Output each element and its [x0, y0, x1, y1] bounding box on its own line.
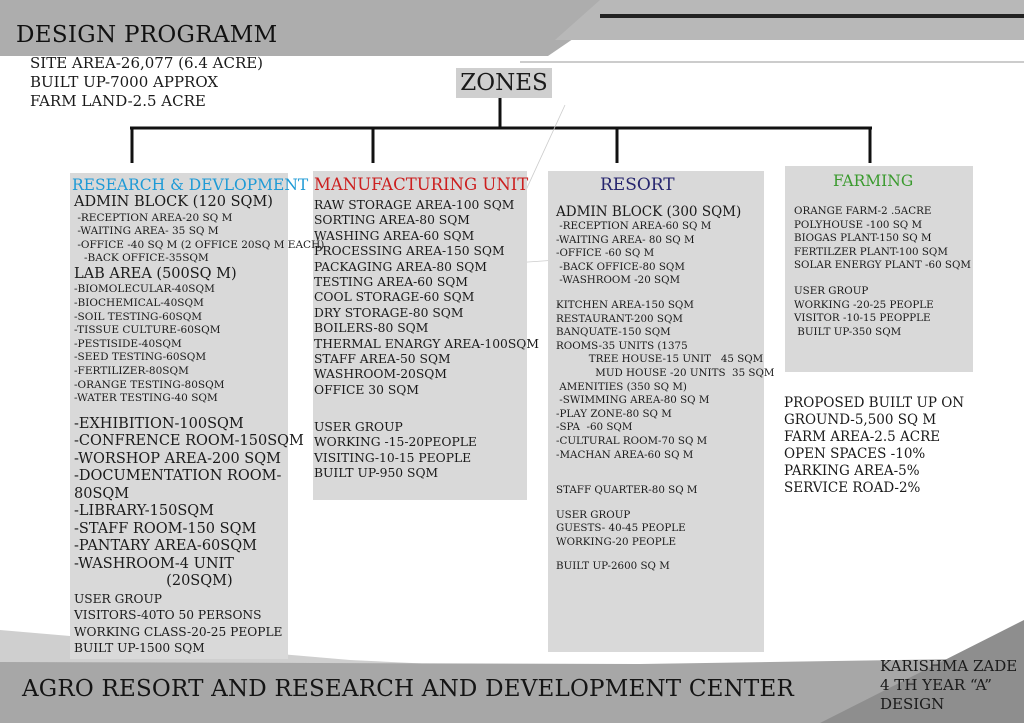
research-item: -DOCUMENTATION ROOM- [74, 468, 282, 485]
manufacturing-item: BUILT UP-950 SQM [314, 466, 439, 481]
zones-title: ZONES [460, 70, 548, 96]
resort-item: ADMIN BLOCK (300 SQM) [556, 204, 742, 220]
spacer [314, 409, 539, 420]
manufacturing-item: RAW STORAGE AREA-100 SQM [314, 198, 515, 212]
research-item: WORKING CLASS-20-25 PEOPLE [74, 624, 283, 639]
research-item: -WATER TESTING-40 SQM [74, 392, 218, 405]
summary-line: PARKING AREA-5% [784, 463, 920, 479]
farming-item: BIOGAS PLANT-150 SQ M [794, 232, 932, 245]
manufacturing-item: OFFICE 30 SQM [314, 382, 419, 397]
spacer [556, 549, 774, 560]
built-up: BUILT UP-7000 APPROX [30, 73, 219, 91]
spacer [556, 288, 774, 299]
research-item: -TISSUE CULTURE-60SQM [74, 324, 221, 337]
resort-item: GUESTS- 40-45 PEOPLE [556, 522, 686, 535]
summary-line: GROUND-5,500 SQ M [784, 412, 937, 428]
manufacturing-item: COOL STORAGE-60 SQM [314, 290, 475, 305]
research-item: -PANTARY AREA-60SQM [74, 538, 257, 555]
farming-item: WORKING -20-25 PEOPLE [794, 298, 934, 311]
research-item: -STAFF ROOM-150 SQM [74, 520, 257, 537]
manufacturing-item: WASHING AREA-60 SQM [314, 228, 475, 243]
research-item: -BACK OFFICE-35SQM [74, 252, 209, 265]
research-item: ADMIN BLOCK (120 SQM) [74, 194, 273, 210]
manufacturing-item: USER GROUP [314, 420, 403, 435]
summary-line: FARM AREA-2.5 ACRE [784, 429, 941, 445]
research-item: VISITORS-40TO 50 PERSONS [74, 608, 262, 623]
spacer [794, 273, 971, 285]
site-summary [784, 395, 964, 497]
research-item: -SOIL TESTING-60SQM [74, 310, 203, 323]
farming-item: ORANGE FARM-2 .5ACRE [794, 205, 932, 217]
author-subject: DESIGN [880, 695, 945, 713]
manufacturing-item: VISITING-10-15 PEOPLE [314, 450, 472, 465]
research-item: -OFFICE -40 SQ M (2 OFFICE 20SQ M EACH) [74, 238, 325, 251]
resort-item: USER GROUP [556, 508, 631, 521]
top-right-band [555, 0, 1024, 40]
research-item: -WORSHOP AREA-200 SQM [74, 450, 281, 467]
resort-item: ROOMS-35 UNITS (1375 [556, 339, 688, 352]
spacer [556, 462, 774, 473]
resort-item: WORKING-20 PEOPLE [556, 535, 676, 548]
manufacturing-item: WORKING -15-20PEOPLE [314, 435, 477, 450]
research-item: -RECEPTION AREA-20 SQ M [74, 211, 233, 224]
research-item: -FERTILIZER-80SQM [74, 364, 189, 377]
research-heading: RESEARCH & DEVLOPMENT [72, 176, 309, 194]
farming-item: VISITOR -10-15 PEOPPLE [794, 312, 931, 325]
resort-item: AMENITIES (350 SQ M) [556, 380, 687, 393]
resort-heading: RESORT [600, 175, 675, 195]
research-item: LAB AREA (500SQ M) [74, 265, 237, 282]
resort-item: RESTAURANT-200 SQM [556, 312, 683, 325]
research-item: -SEED TESTING-60SQM [74, 351, 207, 364]
project-title: AGRO RESORT AND RESEARCH AND DEVELOPMENT CENTER [22, 676, 794, 702]
research-item: -WAITING AREA- 35 SQ M [74, 225, 219, 238]
farming-item: POLYHOUSE -100 SQ M [794, 218, 923, 231]
research-item: -EXHIBITION-100SQM [74, 415, 244, 432]
farm-land: FARM LAND-2.5 ACRE [30, 92, 206, 110]
spacer [314, 398, 539, 409]
spacer [74, 406, 324, 416]
farming-item: SOLAR ENERGY PLANT -60 SQM [794, 259, 971, 272]
research-item: -PESTISIDE-40SQM [74, 337, 182, 350]
resort-item: BANQUATE-150 SQM [556, 326, 671, 339]
summary-line: SERVICE ROAD-2% [784, 480, 921, 496]
research-item: -BIOCHEMICAL-40SQM [74, 296, 204, 309]
resort-item: -SPA -60 SQM [556, 421, 633, 434]
research-item: -LIBRARY-150SQM [74, 503, 214, 520]
resort-item: KITCHEN AREA-150 SQM [556, 298, 694, 311]
research-item: -CONFRENCE ROOM-150SQM [74, 433, 304, 450]
research-list [74, 194, 324, 657]
manufacturing-item: TESTING AREA-60 SQM [314, 274, 468, 289]
manufacturing-item: THERMAL ENARGY AREA-100SQM [314, 336, 539, 351]
manufacturing-list [314, 198, 539, 482]
farming-item: BUILT UP-350 SQM [794, 325, 902, 338]
resort-item: -CULTURAL ROOM-70 SQ M [556, 434, 708, 447]
research-item: -WASHROOM-4 UNIT [74, 555, 234, 572]
manufacturing-item: PROCESSING AREA-150 SQM [314, 244, 505, 259]
resort-item: -RECEPTION AREA-60 SQ M [556, 220, 712, 232]
resort-item: -WAITING AREA- 80 SQ M [556, 233, 695, 246]
resort-item: -SWIMMING AREA-80 SQ M [556, 394, 710, 407]
spacer [556, 473, 774, 484]
farming-list [794, 205, 971, 339]
resort-item: -OFFICE -60 SQ M [556, 247, 655, 260]
manufacturing-item: PACKAGING AREA-80 SQM [314, 259, 487, 274]
resort-item: -MACHAN AREA-60 SQ M [556, 448, 694, 461]
resort-item: -PLAY ZONE-80 SQ M [556, 407, 672, 420]
site-area: SITE AREA-26,077 (6.4 ACRE) [30, 54, 264, 72]
research-item: -ORANGE TESTING-80SQM [74, 378, 225, 391]
research-item: -BIOMOLECULAR-40SQM [74, 283, 215, 296]
author-block [880, 657, 1017, 714]
resort-list [556, 204, 774, 574]
farming-item: FERTILZER PLANT-100 SQM [794, 245, 948, 258]
research-item: USER GROUP [74, 591, 162, 606]
spacer [556, 498, 774, 509]
manufacturing-item: SORTING AREA-80 SQM [314, 213, 470, 228]
research-item: (20SQM) [74, 573, 233, 590]
manufacturing-item: BOILERS-80 SQM [314, 321, 429, 336]
summary-line: OPEN SPACES -10% [784, 446, 926, 462]
page-title: DESIGN PROGRAMM [16, 22, 278, 48]
resort-item: BUILT UP-2600 SQ M [556, 560, 670, 573]
top-right-strip [600, 14, 1024, 18]
research-item: 80SQM [74, 485, 130, 502]
farming-item: USER GROUP [794, 284, 869, 297]
manufacturing-item: WASHROOM-20SQM [314, 367, 447, 382]
author-name: KARISHMA ZADE [880, 657, 1018, 675]
resort-item: MUD HOUSE -20 UNITS 35 SQM [556, 366, 775, 379]
manufacturing-heading: MANUFACTURING UNIT [314, 175, 529, 194]
research-item: BUILT UP-1500 SQM [74, 641, 205, 656]
resort-item: -BACK OFFICE-80 SQM [556, 260, 685, 273]
manufacturing-item: STAFF AREA-50 SQM [314, 351, 451, 366]
manufacturing-item: DRY STORAGE-80 SQM [314, 305, 464, 320]
author-year: 4 TH YEAR “A” [880, 676, 992, 694]
farming-heading: FARMING [833, 172, 914, 190]
summary-line: PROPOSED BUILT UP ON [784, 395, 965, 411]
resort-item: STAFF QUARTER-80 SQ M [556, 484, 698, 497]
resort-item: TREE HOUSE-15 UNIT 45 SQM [556, 353, 764, 366]
site-info [30, 54, 263, 111]
resort-item: -WASHROOM -20 SQM [556, 274, 681, 287]
